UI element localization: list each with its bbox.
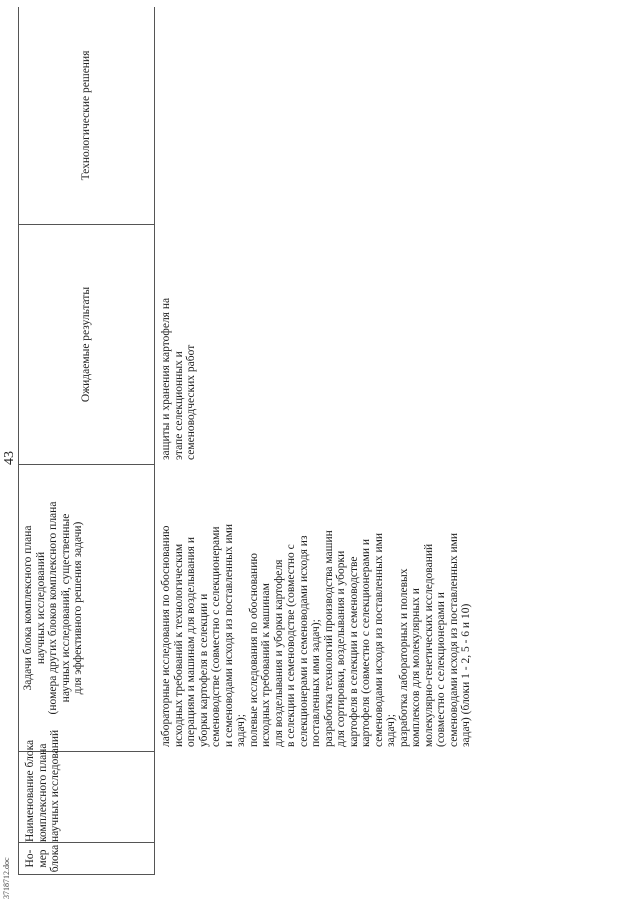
header-technological-solutions: Технологические решения [80,50,92,181]
tasks-line: операциям и машинам для возделывания и [185,537,197,747]
header-block-name: Наименование блока комплексного плана научных исследований [24,729,61,842]
tasks-line: уборки картофеля в селекции и [197,593,210,747]
tasks-line: разработка лабораторных и полевых [397,568,410,747]
document-filename: 3718712.doc [2,857,11,899]
table-left-line [18,874,155,875]
tasks-line: исходных требований к технологическим [172,543,185,747]
tasks-line: картофеля в селекции и семеноводстве [347,556,360,747]
tasks-line: для сортировки, возделывания и уборки [335,550,347,747]
tasks-line: лабораторные исследования по обоснованию [160,525,172,747]
tasks-line: задач); [235,714,247,747]
tasks-line: задач) (блоки 1 - 2, 5 - 6 и 10) [460,603,472,747]
tasks-cell-text [160,461,473,747]
table-top-line [18,7,19,875]
table-header-bottom-line [154,7,155,875]
results-line: семеноводческих работ [185,344,197,460]
header-block-tasks: Задачи блока комплексного плана научных исследований (номера других блоков комплексного плана научных исследований, существенные для эффективного решения задачи) [22,501,84,715]
header-number: Но- мер блока [24,844,61,873]
tasks-line: задач); [385,714,397,747]
tasks-line: и семеноводами исходя из поставленных ими [222,523,235,747]
tasks-line: семеноводами исходя из поставленных ими [447,532,460,747]
tasks-line: семеноводстве (совместно с селекционерами [210,526,222,747]
tasks-line: (совместно с селекционерами и [435,592,447,747]
tasks-line: молекулярно-генетических исследований [422,543,435,747]
tasks-line: для возделывания и уборки картофеля [272,559,285,747]
tasks-line: семеноводами исходя из поставленных ими [372,532,385,747]
results-line: защиты и хранения картофеля на [160,297,172,460]
tasks-line: поставленных ими задач); [310,619,322,747]
tasks-line: селекционерами и семеноводами исходя из [297,535,310,747]
tasks-line: в селекции и семеноводстве (совместно с [285,544,297,747]
page-number: 43 [2,451,17,465]
tasks-line: картофеля (совместно с селекционерами и [360,538,372,747]
header-expected-results: Ожидаемые результаты [80,286,92,403]
tasks-line: полевые исследования по обоснованию [247,553,260,747]
results-cell-text [160,228,198,460]
tasks-line: исходных требований к машинам [260,583,272,747]
tasks-line: разработка технологий производства машин [322,530,335,747]
tasks-line: комплексов для молекулярных и [410,588,422,747]
results-line: этапе селекционных и [172,351,185,460]
